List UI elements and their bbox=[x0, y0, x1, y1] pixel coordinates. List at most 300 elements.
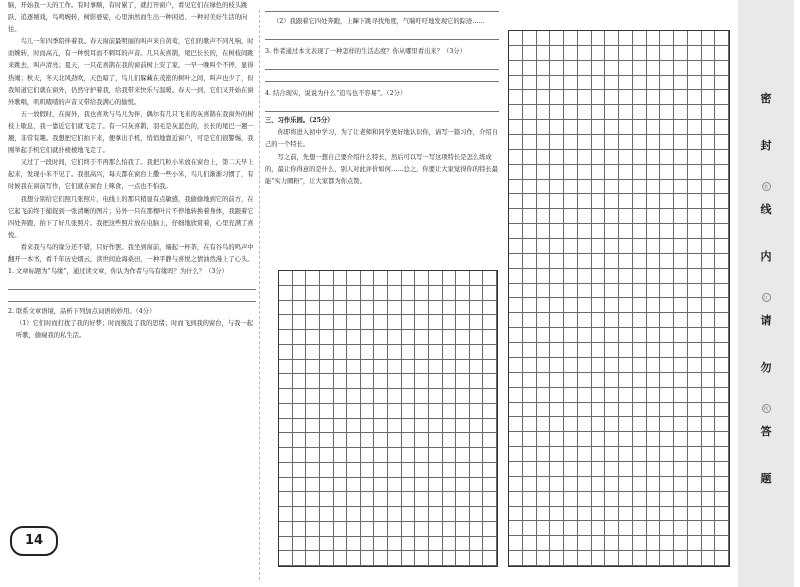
grid-cell[interactable] bbox=[605, 90, 619, 105]
grid-cell[interactable] bbox=[279, 419, 293, 434]
grid-cell[interactable] bbox=[402, 522, 416, 537]
grid-cell[interactable] bbox=[550, 373, 564, 388]
grid-cell[interactable] bbox=[592, 298, 606, 313]
grid-cell[interactable] bbox=[550, 328, 564, 343]
grid-cell[interactable] bbox=[509, 313, 523, 328]
grid-cell[interactable] bbox=[523, 61, 537, 76]
grid-cell[interactable] bbox=[619, 358, 633, 373]
grid-cell[interactable] bbox=[415, 404, 429, 419]
grid-cell[interactable] bbox=[347, 360, 361, 375]
grid-cell[interactable] bbox=[334, 478, 348, 493]
grid-cell[interactable] bbox=[715, 150, 729, 165]
grid-cell[interactable] bbox=[619, 492, 633, 507]
grid-cell[interactable] bbox=[509, 492, 523, 507]
grid-cell[interactable] bbox=[688, 388, 702, 403]
grid-cell[interactable] bbox=[578, 135, 592, 150]
grid-cell[interactable] bbox=[374, 330, 388, 345]
grid-cell[interactable] bbox=[688, 447, 702, 462]
grid-cell[interactable] bbox=[688, 61, 702, 76]
grid-cell[interactable] bbox=[674, 358, 688, 373]
grid-cell[interactable] bbox=[402, 330, 416, 345]
grid-cell[interactable] bbox=[647, 46, 661, 61]
grid-cell[interactable] bbox=[550, 313, 564, 328]
grid-cell[interactable] bbox=[293, 551, 307, 566]
grid-cell[interactable] bbox=[605, 209, 619, 224]
grid-cell[interactable] bbox=[605, 462, 619, 477]
grid-cell[interactable] bbox=[415, 492, 429, 507]
grid-cell[interactable] bbox=[293, 330, 307, 345]
grid-cell[interactable] bbox=[374, 374, 388, 389]
grid-cell[interactable] bbox=[523, 536, 537, 551]
grid-cell[interactable] bbox=[347, 301, 361, 316]
grid-cell[interactable] bbox=[688, 521, 702, 536]
grid-cell[interactable] bbox=[702, 31, 716, 46]
grid-cell[interactable] bbox=[592, 447, 606, 462]
grid-cell[interactable] bbox=[320, 389, 334, 404]
grid-cell[interactable] bbox=[456, 433, 470, 448]
grid-cell[interactable] bbox=[605, 76, 619, 91]
grid-cell[interactable] bbox=[523, 120, 537, 135]
grid-cell[interactable] bbox=[415, 360, 429, 375]
grid-cell[interactable] bbox=[647, 269, 661, 284]
grid-cell[interactable] bbox=[578, 507, 592, 522]
grid-cell[interactable] bbox=[293, 286, 307, 301]
grid-cell[interactable] bbox=[429, 404, 443, 419]
grid-cell[interactable] bbox=[715, 536, 729, 551]
grid-cell[interactable] bbox=[470, 551, 484, 566]
grid-cell[interactable] bbox=[537, 180, 551, 195]
grid-cell[interactable] bbox=[578, 194, 592, 209]
grid-cell[interactable] bbox=[550, 447, 564, 462]
grid-cell[interactable] bbox=[537, 120, 551, 135]
grid-cell[interactable] bbox=[715, 269, 729, 284]
grid-cell[interactable] bbox=[523, 254, 537, 269]
grid-cell[interactable] bbox=[688, 358, 702, 373]
grid-cell[interactable] bbox=[660, 432, 674, 447]
grid-cell[interactable] bbox=[660, 76, 674, 91]
grid-cell[interactable] bbox=[647, 165, 661, 180]
grid-cell[interactable] bbox=[633, 328, 647, 343]
grid-cell[interactable] bbox=[674, 209, 688, 224]
grid-cell[interactable] bbox=[388, 404, 402, 419]
grid-cell[interactable] bbox=[361, 537, 375, 552]
grid-cell[interactable] bbox=[402, 433, 416, 448]
grid-cell[interactable] bbox=[619, 61, 633, 76]
grid-cell[interactable] bbox=[334, 537, 348, 552]
grid-cell[interactable] bbox=[456, 360, 470, 375]
grid-cell[interactable] bbox=[361, 463, 375, 478]
grid-cell[interactable] bbox=[647, 76, 661, 91]
grid-cell[interactable] bbox=[578, 284, 592, 299]
grid-cell[interactable] bbox=[443, 433, 457, 448]
grid-cell[interactable] bbox=[715, 165, 729, 180]
grid-cell[interactable] bbox=[702, 477, 716, 492]
grid-cell[interactable] bbox=[402, 301, 416, 316]
grid-cell[interactable] bbox=[564, 135, 578, 150]
grid-cell[interactable] bbox=[592, 328, 606, 343]
grid-cell[interactable] bbox=[456, 389, 470, 404]
grid-cell[interactable] bbox=[334, 522, 348, 537]
grid-cell[interactable] bbox=[647, 447, 661, 462]
grid-cell[interactable] bbox=[347, 433, 361, 448]
grid-cell[interactable] bbox=[347, 389, 361, 404]
grid-cell[interactable] bbox=[660, 165, 674, 180]
grid-cell[interactable] bbox=[523, 417, 537, 432]
grid-cell[interactable] bbox=[483, 286, 497, 301]
grid-cell[interactable] bbox=[470, 330, 484, 345]
grid-cell[interactable] bbox=[619, 46, 633, 61]
grid-cell[interactable] bbox=[647, 313, 661, 328]
grid-cell[interactable] bbox=[715, 180, 729, 195]
grid-cell[interactable] bbox=[456, 522, 470, 537]
grid-cell[interactable] bbox=[523, 46, 537, 61]
grid-cell[interactable] bbox=[429, 478, 443, 493]
grid-cell[interactable] bbox=[660, 403, 674, 418]
grid-cell[interactable] bbox=[660, 536, 674, 551]
grid-cell[interactable] bbox=[619, 417, 633, 432]
grid-cell[interactable] bbox=[523, 551, 537, 566]
grid-cell[interactable] bbox=[605, 150, 619, 165]
grid-cell[interactable] bbox=[660, 120, 674, 135]
grid-cell[interactable] bbox=[293, 360, 307, 375]
grid-cell[interactable] bbox=[279, 507, 293, 522]
grid-cell[interactable] bbox=[564, 180, 578, 195]
grid-cell[interactable] bbox=[605, 343, 619, 358]
grid-cell[interactable] bbox=[674, 120, 688, 135]
grid-cell[interactable] bbox=[578, 105, 592, 120]
grid-cell[interactable] bbox=[564, 373, 578, 388]
composition-grid-right[interactable] bbox=[508, 30, 730, 567]
grid-cell[interactable] bbox=[415, 389, 429, 404]
grid-cell[interactable] bbox=[619, 209, 633, 224]
grid-cell[interactable] bbox=[702, 150, 716, 165]
grid-cell[interactable] bbox=[702, 521, 716, 536]
grid-cell[interactable] bbox=[688, 31, 702, 46]
grid-cell[interactable] bbox=[523, 224, 537, 239]
grid-cell[interactable] bbox=[470, 301, 484, 316]
grid-cell[interactable] bbox=[674, 254, 688, 269]
grid-cell[interactable] bbox=[279, 522, 293, 537]
grid-cell[interactable] bbox=[509, 373, 523, 388]
grid-cell[interactable] bbox=[293, 389, 307, 404]
grid-cell[interactable] bbox=[633, 388, 647, 403]
grid-cell[interactable] bbox=[443, 478, 457, 493]
grid-cell[interactable] bbox=[402, 315, 416, 330]
grid-cell[interactable] bbox=[537, 150, 551, 165]
grid-cell[interactable] bbox=[660, 209, 674, 224]
grid-cell[interactable] bbox=[456, 404, 470, 419]
grid-cell[interactable] bbox=[647, 105, 661, 120]
grid-cell[interactable] bbox=[578, 150, 592, 165]
grid-cell[interactable] bbox=[320, 360, 334, 375]
grid-cell[interactable] bbox=[578, 90, 592, 105]
grid-cell[interactable] bbox=[702, 388, 716, 403]
grid-cell[interactable] bbox=[674, 507, 688, 522]
grid-cell[interactable] bbox=[483, 537, 497, 552]
grid-cell[interactable] bbox=[523, 239, 537, 254]
grid-cell[interactable] bbox=[537, 31, 551, 46]
answer-line[interactable] bbox=[265, 29, 499, 40]
grid-cell[interactable] bbox=[279, 492, 293, 507]
grid-cell[interactable] bbox=[633, 209, 647, 224]
grid-cell[interactable] bbox=[647, 31, 661, 46]
grid-cell[interactable] bbox=[402, 507, 416, 522]
grid-cell[interactable] bbox=[633, 269, 647, 284]
grid-cell[interactable] bbox=[279, 433, 293, 448]
grid-cell[interactable] bbox=[347, 448, 361, 463]
grid-cell[interactable] bbox=[619, 521, 633, 536]
grid-cell[interactable] bbox=[688, 343, 702, 358]
grid-cell[interactable] bbox=[293, 537, 307, 552]
grid-cell[interactable] bbox=[633, 90, 647, 105]
grid-cell[interactable] bbox=[550, 403, 564, 418]
grid-cell[interactable] bbox=[605, 105, 619, 120]
grid-cell[interactable] bbox=[293, 301, 307, 316]
grid-cell[interactable] bbox=[509, 551, 523, 566]
grid-cell[interactable] bbox=[674, 492, 688, 507]
grid-cell[interactable] bbox=[402, 374, 416, 389]
grid-cell[interactable] bbox=[523, 462, 537, 477]
grid-cell[interactable] bbox=[509, 224, 523, 239]
grid-cell[interactable] bbox=[320, 522, 334, 537]
grid-cell[interactable] bbox=[592, 135, 606, 150]
grid-cell[interactable] bbox=[564, 521, 578, 536]
grid-cell[interactable] bbox=[633, 254, 647, 269]
grid-cell[interactable] bbox=[550, 209, 564, 224]
grid-cell[interactable] bbox=[334, 330, 348, 345]
grid-cell[interactable] bbox=[605, 507, 619, 522]
grid-cell[interactable] bbox=[537, 521, 551, 536]
grid-cell[interactable] bbox=[605, 373, 619, 388]
grid-cell[interactable] bbox=[361, 448, 375, 463]
grid-cell[interactable] bbox=[361, 271, 375, 286]
grid-cell[interactable] bbox=[715, 492, 729, 507]
grid-cell[interactable] bbox=[361, 551, 375, 566]
grid-cell[interactable] bbox=[564, 209, 578, 224]
grid-cell[interactable] bbox=[674, 135, 688, 150]
grid-cell[interactable] bbox=[293, 271, 307, 286]
grid-cell[interactable] bbox=[660, 135, 674, 150]
grid-cell[interactable] bbox=[674, 462, 688, 477]
grid-cell[interactable] bbox=[550, 135, 564, 150]
grid-cell[interactable] bbox=[523, 180, 537, 195]
grid-cell[interactable] bbox=[470, 507, 484, 522]
grid-cell[interactable] bbox=[715, 477, 729, 492]
grid-cell[interactable] bbox=[320, 448, 334, 463]
grid-cell[interactable] bbox=[633, 224, 647, 239]
grid-cell[interactable] bbox=[564, 120, 578, 135]
grid-cell[interactable] bbox=[509, 536, 523, 551]
grid-cell[interactable] bbox=[660, 462, 674, 477]
grid-cell[interactable] bbox=[483, 360, 497, 375]
grid-cell[interactable] bbox=[320, 507, 334, 522]
grid-cell[interactable] bbox=[415, 463, 429, 478]
grid-cell[interactable] bbox=[509, 269, 523, 284]
grid-cell[interactable] bbox=[306, 433, 320, 448]
grid-cell[interactable] bbox=[550, 477, 564, 492]
grid-cell[interactable] bbox=[361, 404, 375, 419]
grid-cell[interactable] bbox=[361, 345, 375, 360]
grid-cell[interactable] bbox=[443, 463, 457, 478]
grid-cell[interactable] bbox=[443, 404, 457, 419]
grid-cell[interactable] bbox=[633, 432, 647, 447]
grid-cell[interactable] bbox=[374, 345, 388, 360]
grid-cell[interactable] bbox=[715, 447, 729, 462]
grid-cell[interactable] bbox=[523, 298, 537, 313]
grid-cell[interactable] bbox=[483, 492, 497, 507]
grid-cell[interactable] bbox=[347, 286, 361, 301]
grid-cell[interactable] bbox=[415, 478, 429, 493]
grid-cell[interactable] bbox=[509, 403, 523, 418]
grid-cell[interactable] bbox=[388, 478, 402, 493]
grid-cell[interactable] bbox=[470, 463, 484, 478]
grid-cell[interactable] bbox=[592, 31, 606, 46]
grid-cell[interactable] bbox=[702, 61, 716, 76]
grid-cell[interactable] bbox=[374, 433, 388, 448]
grid-cell[interactable] bbox=[715, 224, 729, 239]
grid-cell[interactable] bbox=[564, 536, 578, 551]
grid-cell[interactable] bbox=[715, 432, 729, 447]
grid-cell[interactable] bbox=[523, 403, 537, 418]
grid-cell[interactable] bbox=[688, 254, 702, 269]
grid-cell[interactable] bbox=[564, 313, 578, 328]
grid-cell[interactable] bbox=[619, 224, 633, 239]
grid-cell[interactable] bbox=[578, 269, 592, 284]
grid-cell[interactable] bbox=[688, 313, 702, 328]
grid-cell[interactable] bbox=[619, 432, 633, 447]
grid-cell[interactable] bbox=[293, 433, 307, 448]
grid-cell[interactable] bbox=[715, 343, 729, 358]
grid-cell[interactable] bbox=[388, 271, 402, 286]
grid-cell[interactable] bbox=[334, 492, 348, 507]
grid-cell[interactable] bbox=[619, 343, 633, 358]
grid-cell[interactable] bbox=[523, 105, 537, 120]
grid-cell[interactable] bbox=[550, 432, 564, 447]
answer-line[interactable] bbox=[8, 291, 256, 302]
grid-cell[interactable] bbox=[402, 537, 416, 552]
grid-cell[interactable] bbox=[429, 271, 443, 286]
grid-cell[interactable] bbox=[306, 448, 320, 463]
grid-cell[interactable] bbox=[592, 551, 606, 566]
grid-cell[interactable] bbox=[456, 551, 470, 566]
grid-cell[interactable] bbox=[619, 269, 633, 284]
grid-cell[interactable] bbox=[320, 433, 334, 448]
grid-cell[interactable] bbox=[619, 254, 633, 269]
grid-cell[interactable] bbox=[688, 462, 702, 477]
grid-cell[interactable] bbox=[523, 447, 537, 462]
grid-cell[interactable] bbox=[347, 271, 361, 286]
grid-cell[interactable] bbox=[688, 150, 702, 165]
grid-cell[interactable] bbox=[647, 284, 661, 299]
grid-cell[interactable] bbox=[293, 345, 307, 360]
grid-cell[interactable] bbox=[537, 388, 551, 403]
grid-cell[interactable] bbox=[320, 404, 334, 419]
grid-cell[interactable] bbox=[279, 404, 293, 419]
grid-cell[interactable] bbox=[647, 417, 661, 432]
grid-cell[interactable] bbox=[334, 433, 348, 448]
grid-cell[interactable] bbox=[320, 330, 334, 345]
grid-cell[interactable] bbox=[402, 419, 416, 434]
grid-cell[interactable] bbox=[578, 298, 592, 313]
grid-cell[interactable] bbox=[578, 328, 592, 343]
grid-cell[interactable] bbox=[470, 374, 484, 389]
grid-cell[interactable] bbox=[715, 254, 729, 269]
grid-cell[interactable] bbox=[306, 522, 320, 537]
grid-cell[interactable] bbox=[633, 120, 647, 135]
grid-cell[interactable] bbox=[578, 447, 592, 462]
grid-cell[interactable] bbox=[715, 313, 729, 328]
grid-cell[interactable] bbox=[605, 328, 619, 343]
grid-cell[interactable] bbox=[402, 360, 416, 375]
grid-cell[interactable] bbox=[523, 432, 537, 447]
grid-cell[interactable] bbox=[674, 521, 688, 536]
grid-cell[interactable] bbox=[702, 536, 716, 551]
grid-cell[interactable] bbox=[429, 389, 443, 404]
grid-cell[interactable] bbox=[564, 194, 578, 209]
grid-cell[interactable] bbox=[509, 194, 523, 209]
grid-cell[interactable] bbox=[361, 315, 375, 330]
grid-cell[interactable] bbox=[347, 537, 361, 552]
grid-cell[interactable] bbox=[523, 373, 537, 388]
grid-cell[interactable] bbox=[509, 284, 523, 299]
grid-cell[interactable] bbox=[334, 507, 348, 522]
grid-cell[interactable] bbox=[715, 388, 729, 403]
grid-cell[interactable] bbox=[702, 462, 716, 477]
grid-cell[interactable] bbox=[647, 150, 661, 165]
grid-cell[interactable] bbox=[402, 551, 416, 566]
grid-cell[interactable] bbox=[647, 507, 661, 522]
grid-cell[interactable] bbox=[306, 537, 320, 552]
grid-cell[interactable] bbox=[647, 254, 661, 269]
grid-cell[interactable] bbox=[578, 224, 592, 239]
grid-cell[interactable] bbox=[564, 150, 578, 165]
grid-cell[interactable] bbox=[660, 388, 674, 403]
grid-cell[interactable] bbox=[293, 478, 307, 493]
grid-cell[interactable] bbox=[688, 224, 702, 239]
grid-cell[interactable] bbox=[320, 478, 334, 493]
grid-cell[interactable] bbox=[688, 269, 702, 284]
grid-cell[interactable] bbox=[715, 194, 729, 209]
grid-cell[interactable] bbox=[550, 194, 564, 209]
grid-cell[interactable] bbox=[619, 328, 633, 343]
grid-cell[interactable] bbox=[443, 492, 457, 507]
grid-cell[interactable] bbox=[415, 551, 429, 566]
grid-cell[interactable] bbox=[660, 313, 674, 328]
grid-cell[interactable] bbox=[509, 46, 523, 61]
grid-cell[interactable] bbox=[402, 286, 416, 301]
grid-cell[interactable] bbox=[523, 150, 537, 165]
grid-cell[interactable] bbox=[456, 507, 470, 522]
grid-cell[interactable] bbox=[633, 477, 647, 492]
grid-cell[interactable] bbox=[415, 315, 429, 330]
grid-cell[interactable] bbox=[334, 448, 348, 463]
grid-cell[interactable] bbox=[660, 492, 674, 507]
grid-cell[interactable] bbox=[415, 507, 429, 522]
grid-cell[interactable] bbox=[605, 180, 619, 195]
grid-cell[interactable] bbox=[509, 165, 523, 180]
grid-cell[interactable] bbox=[509, 254, 523, 269]
grid-cell[interactable] bbox=[483, 478, 497, 493]
grid-cell[interactable] bbox=[592, 507, 606, 522]
grid-cell[interactable] bbox=[456, 463, 470, 478]
grid-cell[interactable] bbox=[605, 165, 619, 180]
grid-cell[interactable] bbox=[443, 271, 457, 286]
grid-cell[interactable] bbox=[537, 492, 551, 507]
grid-cell[interactable] bbox=[415, 345, 429, 360]
grid-cell[interactable] bbox=[633, 403, 647, 418]
grid-cell[interactable] bbox=[702, 403, 716, 418]
grid-cell[interactable] bbox=[660, 180, 674, 195]
